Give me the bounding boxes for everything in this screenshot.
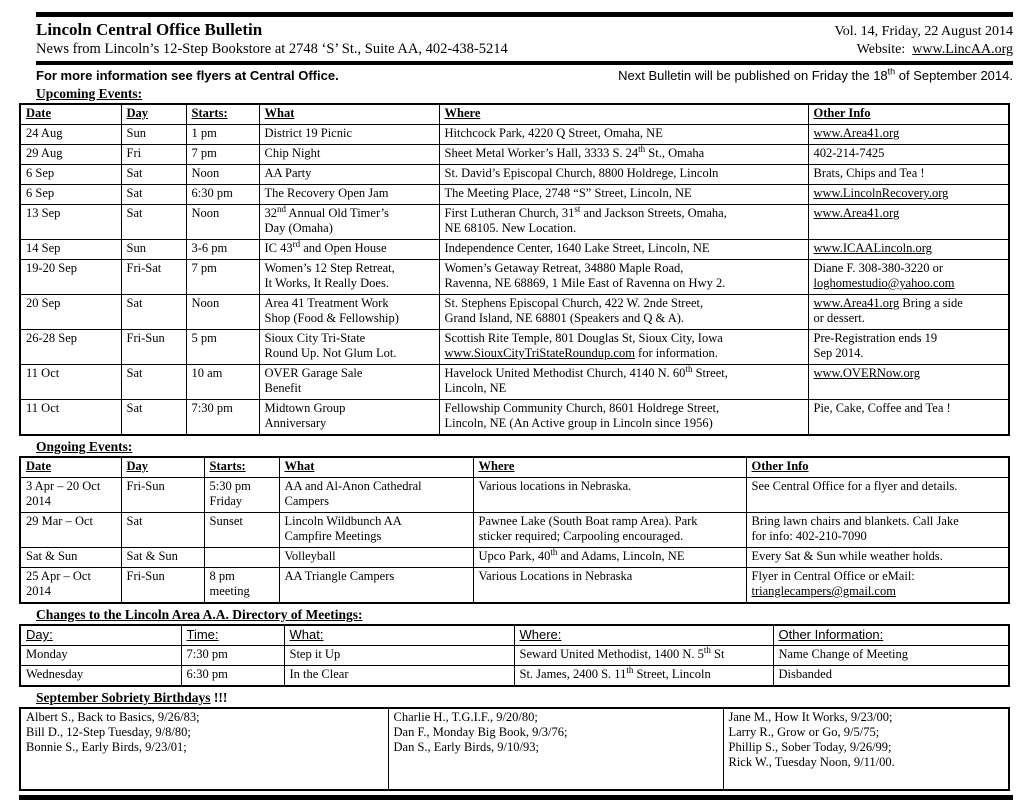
directory-changes-table bbox=[19, 624, 1010, 687]
table-cell: Noon bbox=[186, 165, 259, 185]
birthday-list: Albert S., Back to Basics, 9/26/83; Bill D., 12-Step Tuesday, 9/8/80; Bonnie S., Early Birds, 9/23/01; bbox=[20, 708, 388, 790]
table-cell: Sun bbox=[121, 125, 186, 145]
column-header: Starts: bbox=[186, 104, 259, 125]
table-row bbox=[20, 330, 1009, 365]
table-cell: 13 Sep bbox=[20, 205, 121, 240]
volume-date: Vol. 14, Friday, 22 August 2014 bbox=[834, 24, 1013, 39]
column-header: Date bbox=[20, 457, 121, 478]
table-cell: Chip Night bbox=[259, 145, 439, 165]
table-cell: 7 pm bbox=[186, 260, 259, 295]
table-cell: 29 Mar – Oct bbox=[20, 513, 121, 548]
table-cell: Every Sat & Sun while weather holds. bbox=[746, 548, 1009, 568]
link[interactable]: www.ICAALincoln.org bbox=[813, 241, 932, 255]
table-row bbox=[20, 185, 1009, 205]
table-cell: First Lutheran Church, 31st and Jackson Streets, Omaha, NE 68105. New Location. bbox=[439, 205, 808, 240]
section-title-directory-changes: Changes to the Lincoln Area A.A. Directory of Meetings: bbox=[36, 607, 363, 622]
column-header: Starts: bbox=[204, 457, 279, 478]
table-cell: 26-28 Sep bbox=[20, 330, 121, 365]
table-cell: 6 Sep bbox=[20, 165, 121, 185]
table-cell: District 19 Picnic bbox=[259, 125, 439, 145]
table-cell: Various Locations in Nebraska bbox=[473, 568, 746, 604]
column-header: Time: bbox=[181, 625, 284, 646]
info-right-text: Next Bulletin will be published on Friday the 18th of September 2014. bbox=[618, 66, 1013, 83]
link[interactable]: www.Area41.org bbox=[813, 206, 900, 220]
table-row bbox=[20, 568, 1009, 604]
table-cell: Volleyball bbox=[279, 548, 473, 568]
table-cell: 25 Apr – Oct 2014 bbox=[20, 568, 121, 604]
ongoing-events-table bbox=[19, 456, 1010, 604]
table-row bbox=[20, 165, 1009, 185]
table-cell: Sat bbox=[121, 205, 186, 240]
table-cell: 11 Oct bbox=[20, 400, 121, 436]
table-cell: Sun bbox=[121, 240, 186, 260]
table-cell: 11 Oct bbox=[20, 365, 121, 400]
table-cell: Women’s Getaway Retreat, 34880 Maple Road, Ravenna, NE 68869, 1 Mile East of Ravenna on Hwy 2. bbox=[439, 260, 808, 295]
table-cell: Hitchcock Park, 4220 Q Street, Omaha, NE bbox=[439, 125, 808, 145]
column-header: What bbox=[259, 104, 439, 125]
column-header: Other Information: bbox=[773, 625, 1009, 646]
table-cell: 19-20 Sep bbox=[20, 260, 121, 295]
table-cell: Sat bbox=[121, 400, 186, 436]
table-cell: Pre-Registration ends 19 Sep 2014. bbox=[808, 330, 1009, 365]
table-cell: St. David’s Episcopal Church, 8800 Holdrege, Lincoln bbox=[439, 165, 808, 185]
table-cell: Sat bbox=[121, 365, 186, 400]
table-cell: Flyer in Central Office or eMail: trianglecampers@gmail.com bbox=[746, 568, 1009, 604]
table-cell: 7 pm bbox=[186, 145, 259, 165]
table-cell: 10 am bbox=[186, 365, 259, 400]
table-cell: 7:30 pm bbox=[181, 646, 284, 666]
mid-divider bbox=[36, 61, 1013, 65]
table-row bbox=[20, 548, 1009, 568]
table-cell: Sat bbox=[121, 165, 186, 185]
table-cell: Sioux City Tri-State Round Up. Not Glum Lot. bbox=[259, 330, 439, 365]
table-cell: Fellowship Community Church, 8601 Holdrege Street, Lincoln, NE (An Active group in Lincoln since 1956) bbox=[439, 400, 808, 436]
birthday-list: Charlie H., T.G.I.F., 9/20/80; Dan F., Monday Big Book, 9/3/76; Dan S., Early Birds, 9/10/93; bbox=[388, 708, 723, 790]
table-cell: Sat & Sun bbox=[20, 548, 121, 568]
subhead-row bbox=[36, 40, 1013, 61]
table-cell: Midtown Group Anniversary bbox=[259, 400, 439, 436]
birthday-list: Jane M., How It Works, 9/23/00; Larry R., Grow or Go, 9/5/75; Phillip S., Sober Today, 9/26/99; Rick W., Tuesday Noon, 9/11/00. bbox=[723, 708, 1009, 790]
table-cell: Independence Center, 1640 Lake Street, Lincoln, NE bbox=[439, 240, 808, 260]
table-cell: Fri-Sun bbox=[121, 568, 204, 604]
website-line bbox=[857, 42, 1013, 58]
table-cell: 5:30 pm Friday bbox=[204, 478, 279, 513]
link[interactable]: www.Area41.org bbox=[813, 126, 900, 140]
link[interactable]: loghomestudio@yahoo.com bbox=[813, 276, 955, 290]
table-cell: Pawnee Lake (South Boat ramp Area). Park sticker required; Carpooling encouraged. bbox=[473, 513, 746, 548]
link[interactable]: www.LincolnRecovery.org bbox=[813, 186, 949, 200]
column-header: Other Info bbox=[808, 104, 1009, 125]
table-cell: Various locations in Nebraska. bbox=[473, 478, 746, 513]
table-cell: Sat & Sun bbox=[121, 548, 204, 568]
column-header: Day bbox=[121, 104, 186, 125]
column-header: Day: bbox=[20, 625, 181, 646]
table-cell: Sat bbox=[121, 185, 186, 205]
link[interactable]: www.SiouxCityTriStateRoundup.com bbox=[444, 346, 635, 360]
column-header: Date bbox=[20, 104, 121, 125]
table-cell: Sat bbox=[121, 513, 204, 548]
table-cell: Step it Up bbox=[284, 646, 514, 666]
table-row bbox=[20, 260, 1009, 295]
header-row bbox=[20, 104, 1009, 125]
section-title-birthdays: September Sobriety Birthdays !!! bbox=[36, 690, 228, 705]
website-link[interactable]: www.LincAA.org bbox=[912, 42, 1013, 57]
table-cell bbox=[808, 125, 1009, 145]
table-cell: Bring lawn chairs and blankets. Call Jake for info: 402-210-7090 bbox=[746, 513, 1009, 548]
table-cell: Fri-Sun bbox=[121, 478, 204, 513]
table-cell: Sheet Metal Worker’s Hall, 3333 S. 24th St., Omaha bbox=[439, 145, 808, 165]
table-cell: AA Party bbox=[259, 165, 439, 185]
table-cell: In the Clear bbox=[284, 666, 514, 687]
table-cell: 7:30 pm bbox=[186, 400, 259, 436]
column-header: What: bbox=[284, 625, 514, 646]
link[interactable]: trianglecampers@gmail.com bbox=[751, 584, 896, 598]
table-cell: Monday bbox=[20, 646, 181, 666]
table-cell: Noon bbox=[186, 295, 259, 330]
table-cell: 20 Sep bbox=[20, 295, 121, 330]
news-line: News from Lincoln’s 12-Step Bookstore at 2748 ‘S’ St., Suite AA, 402-438-5214 bbox=[36, 41, 508, 57]
table-cell: 3 Apr – 20 Oct 2014 bbox=[20, 478, 121, 513]
table-cell: Sat bbox=[121, 295, 186, 330]
table-cell bbox=[808, 205, 1009, 240]
table-cell: Wednesday bbox=[20, 666, 181, 687]
table-cell: Brats, Chips and Tea ! bbox=[808, 165, 1009, 185]
website-label: Website: bbox=[856, 42, 906, 57]
table-cell: Seward United Methodist, 1400 N. 5th St bbox=[514, 646, 773, 666]
table-cell: 29 Aug bbox=[20, 145, 121, 165]
table-row bbox=[20, 646, 1009, 666]
table-row bbox=[20, 666, 1009, 687]
column-header: What bbox=[279, 457, 473, 478]
section-title-upcoming-events: Upcoming Events: bbox=[36, 86, 143, 101]
table-cell: Disbanded bbox=[773, 666, 1009, 687]
table-cell: www.Area41.org Bring a side or dessert. bbox=[808, 295, 1009, 330]
column-header: Other Info bbox=[746, 457, 1009, 478]
table-cell: Havelock United Methodist Church, 4140 N. 60th Street, Lincoln, NE bbox=[439, 365, 808, 400]
table-cell bbox=[808, 240, 1009, 260]
table-cell: The Meeting Place, 2748 “S” Street, Lincoln, NE bbox=[439, 185, 808, 205]
table-cell: Women’s 12 Step Retreat, It Works, It Really Does. bbox=[259, 260, 439, 295]
table-row bbox=[20, 240, 1009, 260]
link[interactable]: www.OVERNow.org bbox=[813, 366, 920, 380]
header-row bbox=[20, 457, 1009, 478]
table-cell: 6:30 pm bbox=[186, 185, 259, 205]
table-cell: Lincoln Wildbunch AA Campfire Meetings bbox=[279, 513, 473, 548]
table-cell: 3-6 pm bbox=[186, 240, 259, 260]
table-cell: AA and Al-Anon Cathedral Campers bbox=[279, 478, 473, 513]
table-cell: Sunset bbox=[204, 513, 279, 548]
table-row bbox=[20, 295, 1009, 330]
table-row bbox=[20, 365, 1009, 400]
table-cell: Noon bbox=[186, 205, 259, 240]
table-cell bbox=[808, 365, 1009, 400]
table-cell: Name Change of Meeting bbox=[773, 646, 1009, 666]
upcoming-events-table bbox=[19, 103, 1010, 436]
table-cell: Fri-Sat bbox=[121, 260, 186, 295]
table-cell: IC 43rd and Open House bbox=[259, 240, 439, 260]
link[interactable]: www.Area41.org bbox=[813, 296, 900, 310]
table-cell: Area 41 Treatment Work Shop (Food & Fellowship) bbox=[259, 295, 439, 330]
table-cell: OVER Garage Sale Benefit bbox=[259, 365, 439, 400]
table-cell: Fri-Sun bbox=[121, 330, 186, 365]
masthead-row bbox=[36, 17, 1013, 40]
table-cell: Upco Park, 40th and Adams, Lincoln, NE bbox=[473, 548, 746, 568]
table-cell: 8 pm meeting bbox=[204, 568, 279, 604]
table-cell: See Central Office for a flyer and details. bbox=[746, 478, 1009, 513]
table-cell: Scottish Rite Temple, 801 Douglas St, Sioux City, Iowa www.SiouxCityTriStateRoundup.com for information. bbox=[439, 330, 808, 365]
bottom-divider bbox=[19, 795, 1013, 800]
header-row bbox=[20, 625, 1009, 646]
page-title: Lincoln Central Office Bulletin bbox=[36, 20, 263, 39]
sobriety-birthdays-table bbox=[19, 707, 1010, 791]
table-row bbox=[20, 205, 1009, 240]
table-cell: 6 Sep bbox=[20, 185, 121, 205]
table-cell: 5 pm bbox=[186, 330, 259, 365]
column-header: Day bbox=[121, 457, 204, 478]
info-bar bbox=[36, 68, 1013, 83]
table-cell: St. Stephens Episcopal Church, 422 W. 2nde Street, Grand Island, NE 68801 (Speakers and Q & A). bbox=[439, 295, 808, 330]
table-cell: 402-214-7425 bbox=[808, 145, 1009, 165]
table-cell: 14 Sep bbox=[20, 240, 121, 260]
table-row bbox=[20, 400, 1009, 436]
table-cell: 32nd Annual Old Timer’s Day (Omaha) bbox=[259, 205, 439, 240]
table-cell: 24 Aug bbox=[20, 125, 121, 145]
table-cell: 6:30 pm bbox=[181, 666, 284, 687]
section-title-ongoing-events: Ongoing Events: bbox=[36, 439, 133, 454]
table-row bbox=[20, 125, 1009, 145]
table-cell bbox=[808, 185, 1009, 205]
table-cell: The Recovery Open Jam bbox=[259, 185, 439, 205]
table-cell: AA Triangle Campers bbox=[279, 568, 473, 604]
column-header: Where: bbox=[514, 625, 773, 646]
table-row bbox=[20, 478, 1009, 513]
table-row bbox=[20, 145, 1009, 165]
info-left-text: For more information see flyers at Central Office. bbox=[36, 68, 339, 83]
table-cell: Diane F. 308-380-3220 or loghomestudio@yahoo.com bbox=[808, 260, 1009, 295]
table-cell: 1 pm bbox=[186, 125, 259, 145]
table-cell: St. James, 2400 S. 11th Street, Lincoln bbox=[514, 666, 773, 687]
column-header: Where bbox=[473, 457, 746, 478]
table-row bbox=[20, 708, 1009, 790]
table-cell: Pie, Cake, Coffee and Tea ! bbox=[808, 400, 1009, 436]
table-row bbox=[20, 513, 1009, 548]
column-header: Where bbox=[439, 104, 808, 125]
table-cell: Fri bbox=[121, 145, 186, 165]
table-cell bbox=[204, 548, 279, 568]
